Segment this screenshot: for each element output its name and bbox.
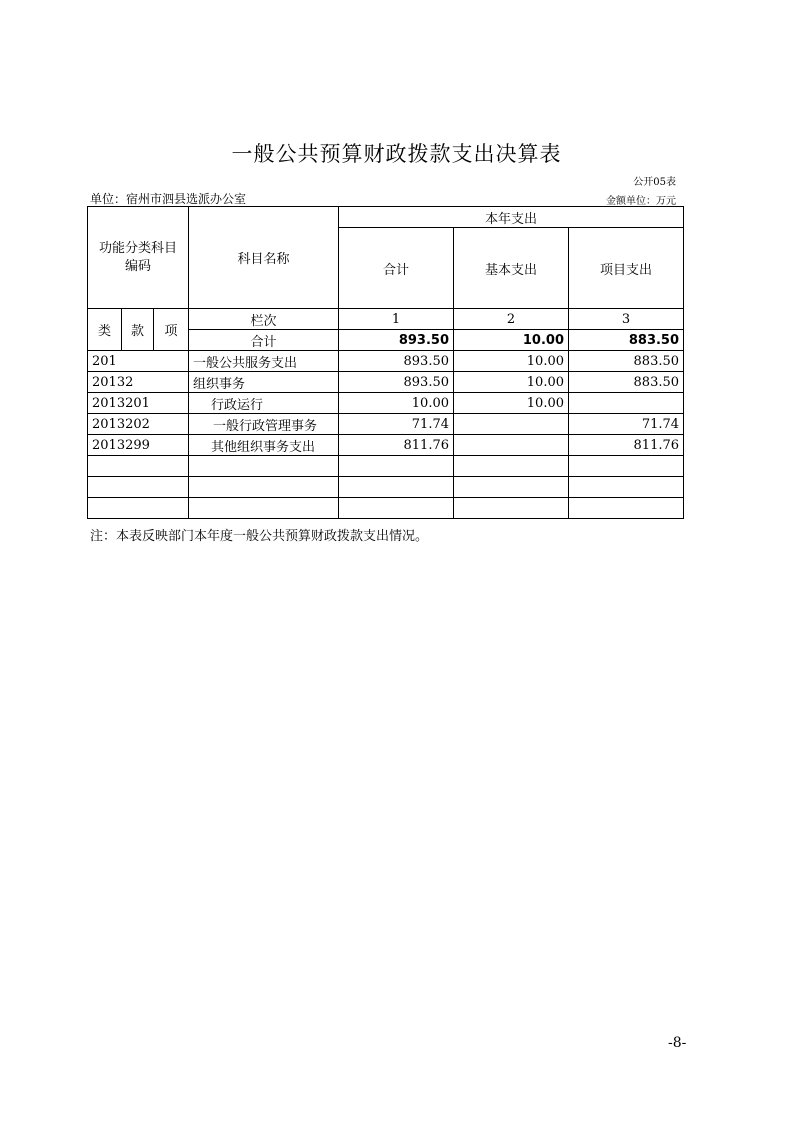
- row-project: [569, 393, 684, 414]
- row-code: 2013201: [88, 393, 189, 414]
- total-row-basic: 10.00: [454, 330, 569, 351]
- row-total: 893.50: [339, 351, 454, 372]
- current-year-header: 本年支出: [339, 207, 684, 228]
- form-number: 公开05表: [633, 177, 676, 188]
- project-header: 项目支出: [569, 228, 684, 309]
- row-code: 2013299: [88, 435, 189, 456]
- header-row-1: [88, 207, 684, 228]
- total-row-total: 893.50: [339, 330, 454, 351]
- amount-unit: 金额单位：万元: [606, 196, 676, 207]
- row-total: 811.76: [339, 435, 454, 456]
- lanci-header: 栏次: [189, 309, 339, 330]
- table-row: [88, 372, 684, 393]
- row-name: 组织事务: [189, 372, 339, 393]
- budget-table: [87, 206, 684, 519]
- col3-header: 3: [569, 309, 684, 330]
- reporting-unit: 单位：宿州市泗县选派办公室: [90, 192, 247, 206]
- row-name: 行政运行: [189, 393, 339, 414]
- row-code: 2013202: [88, 414, 189, 435]
- row-total: 10.00: [339, 393, 454, 414]
- empty-row: [88, 498, 684, 519]
- row-total: 71.74: [339, 414, 454, 435]
- row-project: 811.76: [569, 435, 684, 456]
- page-number: -8-: [668, 1035, 687, 1051]
- lei-header: 类: [88, 309, 122, 351]
- row-project: 71.74: [569, 414, 684, 435]
- func-code-header: 功能分类科目编码: [88, 207, 189, 309]
- row-project: 883.50: [569, 372, 684, 393]
- col1-header: 1: [339, 309, 454, 330]
- table-row: [88, 435, 684, 456]
- kuan-header: 款: [122, 309, 154, 351]
- basic-header: 基本支出: [454, 228, 569, 309]
- empty-row: [88, 456, 684, 477]
- total-header: 合计: [339, 228, 454, 309]
- table-row: [88, 414, 684, 435]
- row-basic: [454, 414, 569, 435]
- table-note: 注：本表反映部门本年度一般公共预算财政拨款支出情况。: [90, 529, 429, 544]
- row-name: 一般行政管理事务: [189, 414, 339, 435]
- row-basic: 10.00: [454, 372, 569, 393]
- subject-name-header: 科目名称: [189, 207, 339, 309]
- empty-row: [88, 477, 684, 498]
- row-basic: 10.00: [454, 351, 569, 372]
- header-row-3: [88, 309, 684, 330]
- row-basic: [454, 435, 569, 456]
- table-row: [88, 351, 684, 372]
- col2-header: 2: [454, 309, 569, 330]
- row-total: 893.50: [339, 372, 454, 393]
- xiang-header: 项: [154, 309, 189, 351]
- row-code: 201: [88, 351, 189, 372]
- row-code: 20132: [88, 372, 189, 393]
- row-name: 其他组织事务支出: [189, 435, 339, 456]
- row-name: 一般公共服务支出: [189, 351, 339, 372]
- row-basic: 10.00: [454, 393, 569, 414]
- row-project: 883.50: [569, 351, 684, 372]
- page-title: 一般公共预算财政拨款支出决算表: [231, 142, 562, 166]
- total-row-label: 合计: [189, 330, 339, 351]
- total-row-project: 883.50: [569, 330, 684, 351]
- table-row: [88, 393, 684, 414]
